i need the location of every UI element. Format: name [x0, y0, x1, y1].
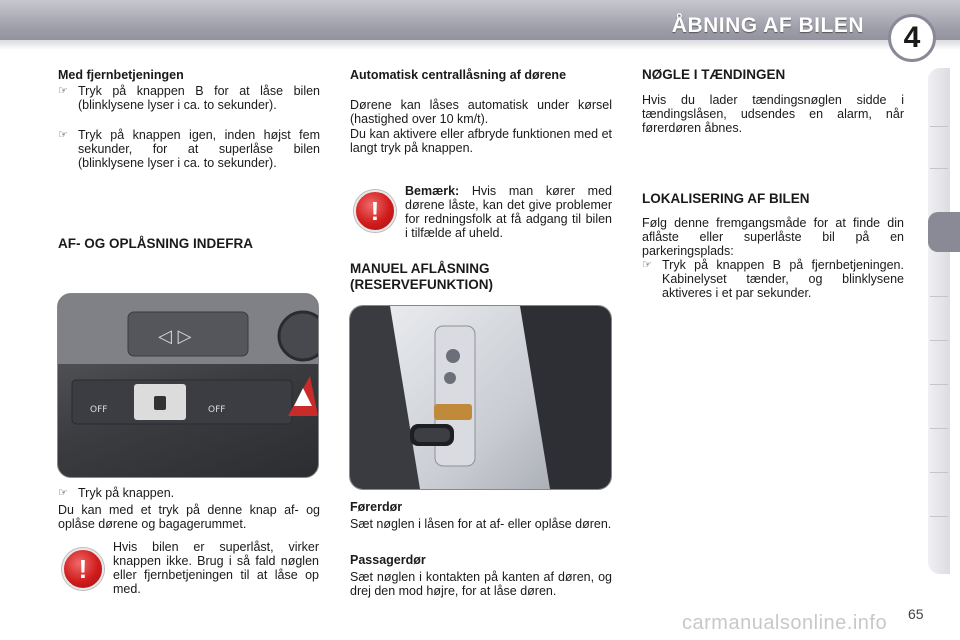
locate-bullet-text: Tryk på knappen B på fjernbetjeningen. Kabinelyset tænder, og blinklysene aktiveres i et par sekunder. — [662, 258, 904, 300]
remote-bullet-1-text — [78, 84, 320, 112]
locate-car-title: LOKALISERING AF BILEN — [642, 191, 810, 206]
driver-door-heading: Førerdør — [350, 500, 403, 514]
dashboard-buttons-photo — [57, 293, 319, 478]
pointing-hand-icon: ☞ — [642, 259, 652, 271]
svg-text:OFF: OFF — [208, 405, 226, 415]
pointing-hand-icon: ☞ — [58, 129, 68, 141]
remote-bullet-2-text: Tryk på knappen igen, inden højst fem sekunder, for at superlåse bilen (blinklysene lyser i ca. to sekunder). — [78, 128, 320, 170]
locate-car-text: Følg denne fremgangsmåde for at finde din aflåste eller superlåste bil på en parkeringsplads: — [642, 216, 904, 258]
tab-divider — [930, 126, 948, 127]
note-block — [405, 184, 612, 240]
exclamation-warning-icon: ! — [62, 548, 104, 590]
pointing-hand-icon: ☞ — [58, 85, 68, 97]
driver-door-text: Sæt nøglen i låsen for at af- eller oplåse døren. — [350, 517, 612, 531]
tab-divider — [930, 168, 948, 169]
pointing-hand-icon: ☞ — [58, 487, 68, 499]
auto-lock-text-2: Du kan aktivere eller afbryde funktionen med et langt tryk på knappen. — [350, 127, 612, 155]
superlock-warning-text: Hvis bilen er superlåst, virker knappen ikke. Brug i så fald nøglen eller fjernbetjeningen til at låse op med. — [113, 540, 319, 596]
manual-unlock-title: MANUEL AFLÅSNING (RESERVEFUNKTION) — [350, 261, 494, 292]
press-bullet-text: Tryk på knappen. — [78, 486, 175, 500]
tab-divider — [930, 384, 948, 385]
tab-divider — [930, 516, 948, 517]
page-number: 65 — [908, 606, 924, 622]
auto-lock-text-1: Dørene kan låses automatisk under kørsel (hastighed over 10 km/t). — [350, 98, 612, 126]
auto-lock-heading: Automatisk centrallåsning af dørene — [350, 68, 567, 82]
key-in-ignition-text: Hvis du lader tændingsnøglen sidde i tændingslåsen, udsendes en alarm, når førerdøren åbnes. — [642, 93, 904, 135]
locate-bullet — [642, 258, 904, 302]
tab-divider — [930, 340, 948, 341]
watermark: carmanualsonline.info — [682, 612, 888, 634]
tab-divider — [930, 472, 948, 473]
tab-divider — [930, 428, 948, 429]
door-lock-key-photo — [349, 305, 612, 490]
svg-text:◁ ▷: ◁ ▷ — [158, 326, 192, 347]
remote-bullet-1 — [58, 84, 320, 126]
door-lock-illustration — [350, 306, 611, 489]
remote-bullet-2 — [58, 128, 320, 184]
chapter-tab-strip — [928, 68, 950, 574]
key-in-ignition-title: NØGLE I TÆNDINGEN — [642, 67, 786, 82]
svg-text:OFF: OFF — [90, 405, 108, 415]
passenger-door-heading: Passagerdør — [350, 553, 426, 567]
tab-divider — [930, 296, 948, 297]
chapter-tab-active[interactable] — [928, 212, 960, 252]
header-swoosh — [0, 40, 960, 50]
chapter-number-badge: 4 — [888, 14, 936, 62]
note-text: Hvis man kører med dørene låste, kan det give problemer for redningsfolk at få adgang til bilen i tilfælde af uheld. — [405, 184, 612, 240]
remote-bullet-1-text-content: Tryk på knappen B for at låse bilen (blinklysene lyser i ca. to sekunder). — [78, 84, 320, 112]
dashboard-buttons-illustration — [58, 294, 318, 477]
chapter-title: ÅBNING AF BILEN — [671, 14, 864, 37]
passenger-door-text: Sæt nøglen i kontakten på kanten af døren, og drej den mod højre, for at låse døren. — [350, 570, 612, 598]
remote-heading: Med fjernbetjeningen — [58, 68, 184, 82]
note-label: Bemærk: — [405, 184, 460, 198]
press-bullet — [58, 486, 320, 502]
exclamation-warning-icon: ! — [354, 190, 396, 232]
inside-section-title: AF- OG OPLÅSNING INDEFRA — [58, 236, 253, 251]
press-description: Du kan med et tryk på denne knap af- og oplåse dørene og bagagerummet. — [58, 503, 320, 531]
